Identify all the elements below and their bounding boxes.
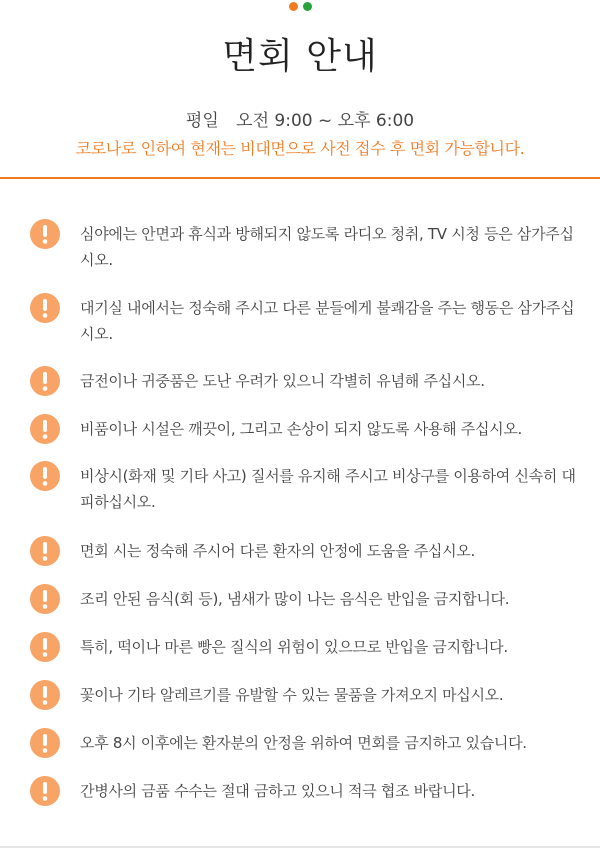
- list-item-text: 비상시(화재 및 기타 사고) 질서를 유지해 주시고 비상구를 이용하여 신속히 대피하십시오.: [80, 467, 576, 511]
- list-item-text: 조리 안된 음식(회 등), 냄새가 많이 나는 음식은 반입을 금지합니다.: [80, 590, 510, 608]
- list-item-text: 비품이나 시설은 깨끗이, 그리고 손상이 되지 않도록 사용해 주십시오.: [80, 420, 523, 438]
- list-item-text: 심야에는 안면과 휴식과 방해되지 않도록 라디오 청취, TV 시청 등은 삼가주십시오.: [80, 225, 574, 269]
- green-dot: [303, 2, 312, 11]
- exclamation-icon: [30, 728, 60, 758]
- bottom-border: [0, 846, 600, 848]
- list-item-text: 특히, 떡이나 마른 빵은 질식의 위험이 있으므로 반입을 금지합니다.: [80, 638, 508, 656]
- exclamation-icon: [30, 414, 60, 444]
- covid-notice: 코로나로 인하여 현재는 비대면으로 사전 접수 후 면회 가능합니다.: [75, 139, 525, 158]
- exclamation-icon: [30, 536, 60, 566]
- visiting-hours: [0, 106, 600, 131]
- hours-value: 오전 9:00 ~ 오후 6:00: [236, 111, 415, 131]
- hours-label: 평일: [185, 111, 219, 131]
- orange-dot: [289, 2, 298, 11]
- exclamation-icon: [30, 219, 60, 249]
- list-item-text: 대기실 내에서는 정숙해 주시고 다른 분들에게 불쾌감을 주는 행동은 삼가주십시오.: [80, 299, 575, 343]
- list-item-text: 꽃이나 기타 알레르기를 유발할 수 있는 물품을 가져오지 마십시오.: [80, 686, 504, 704]
- exclamation-icon: [30, 632, 60, 662]
- exclamation-icon: [30, 293, 60, 323]
- divider: [0, 177, 600, 179]
- list-item-text: 금전이나 귀중품은 도난 우려가 있으니 각별히 유념해 주십시오.: [80, 372, 485, 390]
- page-title: 면회 안내: [222, 36, 378, 77]
- exclamation-icon: [30, 776, 60, 806]
- list-item-text: 간병사의 금품 수수는 절대 금하고 있으니 적극 협조 바랍니다.: [80, 782, 475, 800]
- list-item-text: 오후 8시 이후에는 환자분의 안정을 위하여 면회를 금지하고 있습니다.: [80, 734, 527, 752]
- exclamation-icon: [30, 680, 60, 710]
- list-item-text: 면회 시는 정숙해 주시어 다른 환자의 안정에 도움을 주십시오.: [80, 542, 475, 560]
- exclamation-icon: [30, 366, 60, 396]
- exclamation-icon: [30, 461, 60, 491]
- exclamation-icon: [30, 584, 60, 614]
- decorative-dots: [0, 2, 600, 11]
